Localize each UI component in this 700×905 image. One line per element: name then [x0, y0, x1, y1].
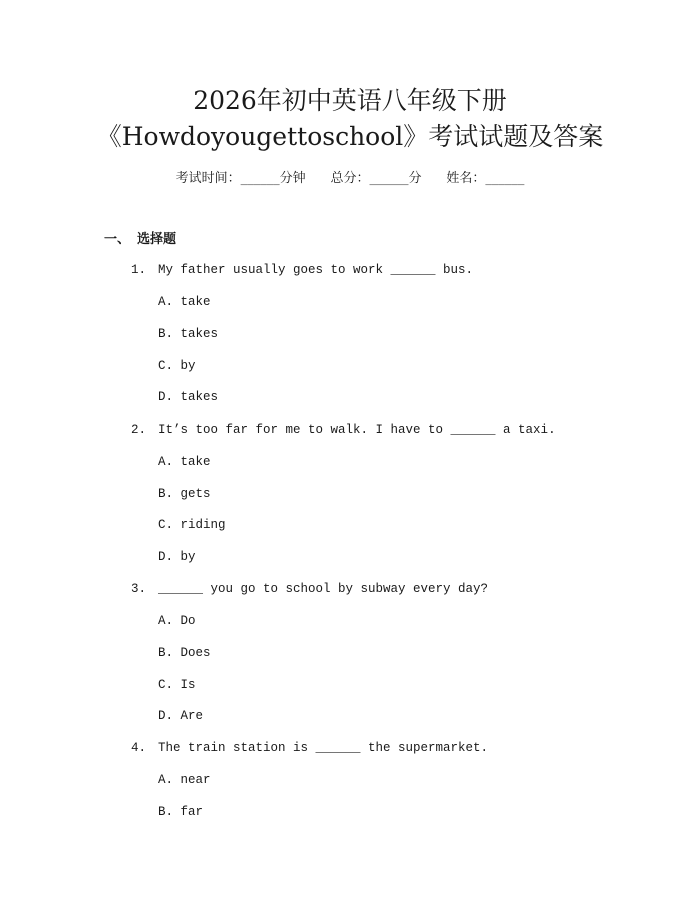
option-2d: D. by — [158, 550, 196, 564]
score-label: 总分： — [330, 171, 370, 186]
option-4a: A. near — [158, 773, 211, 787]
option-4b: B. far — [158, 805, 204, 819]
option-2a: A. take — [158, 455, 211, 469]
score-blank: ______ — [369, 171, 409, 186]
section-label: 选择题 — [137, 232, 177, 247]
exam-title-line-1: 2026年初中英语八年级下册 — [193, 86, 507, 115]
question-text: ______ you go to school by subway every day? — [158, 582, 489, 596]
option-1c: C. by — [158, 359, 196, 373]
exam-meta-line — [0, 170, 700, 188]
exam-title-line-2: 《Howdoyougettoschool》考试试题及答案 — [96, 122, 604, 151]
name-label: 姓名： — [446, 171, 486, 186]
question-text: My father usually goes to work ______ bus. — [158, 263, 474, 277]
option-3a: A. Do — [158, 614, 196, 628]
question-number: 2. — [131, 423, 147, 437]
option-3b: B. Does — [158, 646, 211, 660]
question-2 — [131, 422, 556, 438]
question-text: The train station is ______ the supermarket. — [158, 741, 489, 755]
time-blank: ______ — [240, 171, 280, 186]
section-heading — [104, 231, 176, 249]
question-3 — [131, 581, 488, 597]
question-number: 1. — [131, 263, 147, 277]
time-unit: 分钟 — [279, 171, 306, 186]
question-number: 3. — [131, 582, 147, 596]
section-number: 一、 — [104, 232, 131, 247]
time-label: 考试时间： — [175, 171, 241, 186]
option-2c: C. riding — [158, 518, 226, 532]
question-number: 4. — [131, 741, 147, 755]
score-unit: 分 — [408, 171, 422, 186]
question-1 — [131, 262, 473, 278]
option-1a: A. take — [158, 295, 211, 309]
option-3c: C. Is — [158, 678, 196, 692]
option-3d: D. Are — [158, 709, 204, 723]
question-text: It’s too far for me to walk. I have to ______ a taxi. — [158, 423, 556, 437]
option-1b: B. takes — [158, 327, 219, 341]
option-2b: B. gets — [158, 487, 211, 501]
name-blank: ______ — [485, 171, 525, 186]
option-1d: D. takes — [158, 390, 219, 404]
question-4 — [131, 740, 488, 756]
